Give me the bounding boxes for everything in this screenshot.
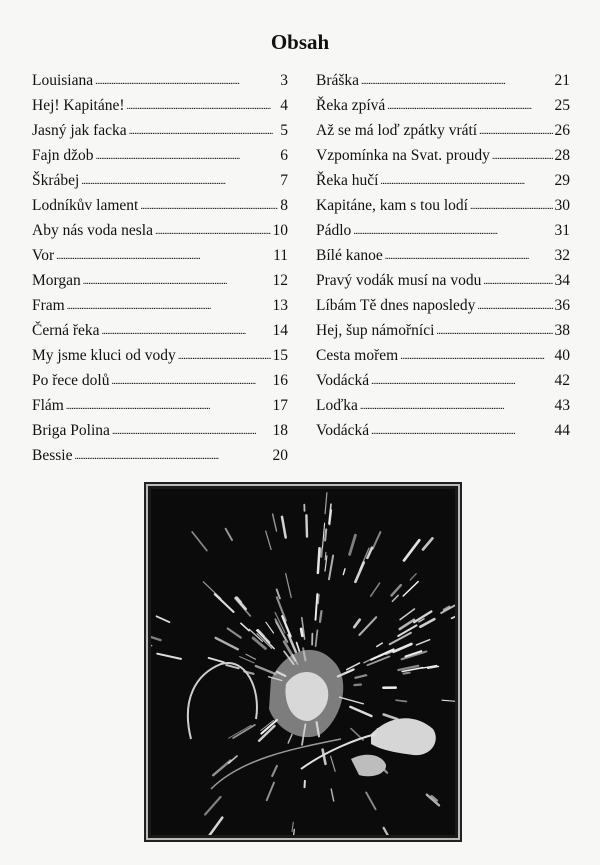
spark-streak <box>306 515 307 536</box>
dot-leader <box>436 321 552 339</box>
dot-leader <box>112 421 271 439</box>
page-title: Obsah <box>270 30 330 54</box>
toc-entry <box>32 372 288 397</box>
dot-leader <box>66 396 271 414</box>
toc-entry-page: 40 <box>554 347 570 364</box>
toc-entry-page: 6 <box>280 147 288 164</box>
toc-entry-page: 44 <box>554 422 570 439</box>
toc-entry <box>32 172 288 197</box>
dot-leader <box>127 96 279 114</box>
toc-entry-page: 31 <box>554 222 570 239</box>
toc-column-right <box>316 72 570 447</box>
dot-leader <box>477 296 552 314</box>
toc-entry-page: 11 <box>273 247 288 264</box>
toc-entry <box>32 72 288 97</box>
toc-entry-title: Cesta mořem <box>316 347 399 364</box>
sparks-illustration <box>151 489 455 835</box>
toc-entry-page: 5 <box>280 122 288 139</box>
toc-entry-page: 26 <box>554 122 570 139</box>
toc-entry-title: Až se má loď zpátky vrátí <box>316 122 478 139</box>
dot-leader <box>492 146 553 164</box>
dot-leader <box>111 371 270 389</box>
toc-entry-page: 30 <box>554 197 570 214</box>
dot-leader <box>470 196 553 214</box>
toc-entry-title: Hej, šup námořníci <box>316 322 435 339</box>
dot-leader <box>83 271 271 289</box>
toc-entry <box>316 297 570 322</box>
dot-leader <box>371 421 552 439</box>
dot-leader <box>380 171 552 189</box>
toc-entry <box>32 347 288 372</box>
toc-entry-page: 42 <box>554 372 570 389</box>
toc-entry-title: Morgan <box>32 272 81 289</box>
toc-entry-title: Briga Polina <box>32 422 110 439</box>
toc-entry-page: 25 <box>554 97 570 114</box>
dot-leader <box>67 296 271 314</box>
spark-streak <box>320 611 322 622</box>
dot-leader <box>140 196 278 214</box>
toc-entry-title: Hej! Kapitáne! <box>32 97 125 114</box>
toc-entry-title: Aby nás voda nesla <box>32 222 153 239</box>
toc-entry-title: Bessie <box>32 447 73 464</box>
toc-entry <box>316 97 570 122</box>
toc-entry <box>32 422 288 447</box>
toc-entry-page: 13 <box>272 297 288 314</box>
toc-entry <box>316 422 570 447</box>
dot-leader <box>400 346 552 364</box>
toc-entry <box>32 247 288 272</box>
toc-entry-page: 21 <box>554 72 570 89</box>
toc-entry <box>316 347 570 372</box>
dot-leader <box>483 271 552 289</box>
toc-entry-title: Škrábej <box>32 172 80 189</box>
dot-leader <box>387 96 552 114</box>
toc-entry-title: Bílé kanoe <box>316 247 383 264</box>
toc-entry <box>316 72 570 97</box>
toc-entry <box>316 122 570 147</box>
dot-leader <box>479 121 552 139</box>
toc-entry-page: 32 <box>554 247 570 264</box>
dot-leader <box>361 71 552 89</box>
dot-leader <box>81 171 278 189</box>
dot-leader <box>102 321 271 339</box>
toc-entry-page: 28 <box>554 147 570 164</box>
toc-entry-page: 7 <box>280 172 288 189</box>
toc-entry-page: 14 <box>272 322 288 339</box>
dot-leader <box>155 221 271 239</box>
toc-entry-title: Louisiana <box>32 72 94 89</box>
toc-entry <box>316 322 570 347</box>
toc-entry-title: Bráška <box>316 72 360 89</box>
toc-entry-page: 10 <box>272 222 288 239</box>
dot-leader <box>56 246 271 264</box>
toc-entry <box>32 322 288 347</box>
toc-entry-title: Lodníkův lament <box>32 197 139 214</box>
toc-entry-title: Fajn džob <box>32 147 94 164</box>
spark-streak <box>301 629 302 636</box>
spark-streak <box>325 529 326 540</box>
toc-entry <box>32 147 288 172</box>
spark-streak <box>404 673 410 674</box>
toc-entry <box>32 297 288 322</box>
toc-column-left <box>32 72 288 472</box>
toc-entry-page: 38 <box>554 322 570 339</box>
dot-leader <box>74 446 270 464</box>
spark-streak <box>318 548 320 573</box>
toc-entry <box>32 97 288 122</box>
toc-entry-title: Loďka <box>316 397 358 414</box>
toc-entry <box>316 247 570 272</box>
toc-entry-title: Jasný jak facka <box>32 122 127 139</box>
toc-entry-page: 18 <box>272 422 288 439</box>
dot-leader <box>371 371 552 389</box>
dot-leader <box>385 246 553 264</box>
toc-entry-title: Kapitáne, kam s tou lodí <box>316 197 468 214</box>
dot-leader <box>353 221 552 239</box>
toc-entry <box>316 272 570 297</box>
toc-entry-title: Vodácká <box>316 422 370 439</box>
toc-entry-page: 8 <box>280 197 288 214</box>
toc-entry <box>316 397 570 422</box>
toc-entry-title: Flám <box>32 397 64 414</box>
toc-entry <box>32 447 288 472</box>
toc-entry-title: My jsme kluci od vody <box>32 347 176 364</box>
dot-leader <box>95 71 278 89</box>
toc-entry <box>32 272 288 297</box>
toc-entry-title: Řeka zpívá <box>316 97 386 114</box>
toc-entry <box>316 222 570 247</box>
toc-entry <box>32 397 288 422</box>
toc-entry <box>316 172 570 197</box>
toc-entry-title: Líbám Tě dnes naposledy <box>316 297 476 314</box>
toc-entry <box>32 197 288 222</box>
toc-entry-page: 29 <box>554 172 570 189</box>
sparks-photo <box>148 486 458 838</box>
toc-entry-title: Řeka hučí <box>316 172 379 189</box>
toc-entry-page: 17 <box>272 397 288 414</box>
toc-entry-title: Pravý vodák musí na vodu <box>316 272 482 289</box>
dot-leader <box>96 146 279 164</box>
toc-entry-title: Vodácká <box>316 372 370 389</box>
spark-streak <box>321 549 322 557</box>
toc-entry-page: 15 <box>272 347 288 364</box>
toc-entry-page: 16 <box>272 372 288 389</box>
toc-entry-title: Po řece dolů <box>32 372 110 389</box>
toc-entry-title: Vzpomínka na Svat. proudy <box>316 147 490 164</box>
toc-entry-page: 34 <box>554 272 570 289</box>
toc-entry-title: Fram <box>32 297 65 314</box>
toc-entry <box>316 372 570 397</box>
toc-entry <box>316 197 570 222</box>
toc-entry-title: Pádlo <box>316 222 352 239</box>
toc-entry <box>316 147 570 172</box>
toc-entry <box>32 122 288 147</box>
spark-streak <box>355 685 361 686</box>
toc-entry-title: Černá řeka <box>32 322 100 339</box>
toc-entry-page: 36 <box>554 297 570 314</box>
spark-streak <box>318 595 319 604</box>
dot-leader <box>178 346 271 364</box>
toc-entry-page: 12 <box>272 272 288 289</box>
toc-entry-page: 3 <box>280 72 288 89</box>
toc-entry-page: 43 <box>554 397 570 414</box>
toc-entry-title: Vor <box>32 247 55 264</box>
dot-leader <box>129 121 279 139</box>
toc-entry <box>32 222 288 247</box>
dot-leader <box>360 396 553 414</box>
toc-entry-page: 20 <box>272 447 288 464</box>
toc-entry-page: 4 <box>280 97 288 114</box>
